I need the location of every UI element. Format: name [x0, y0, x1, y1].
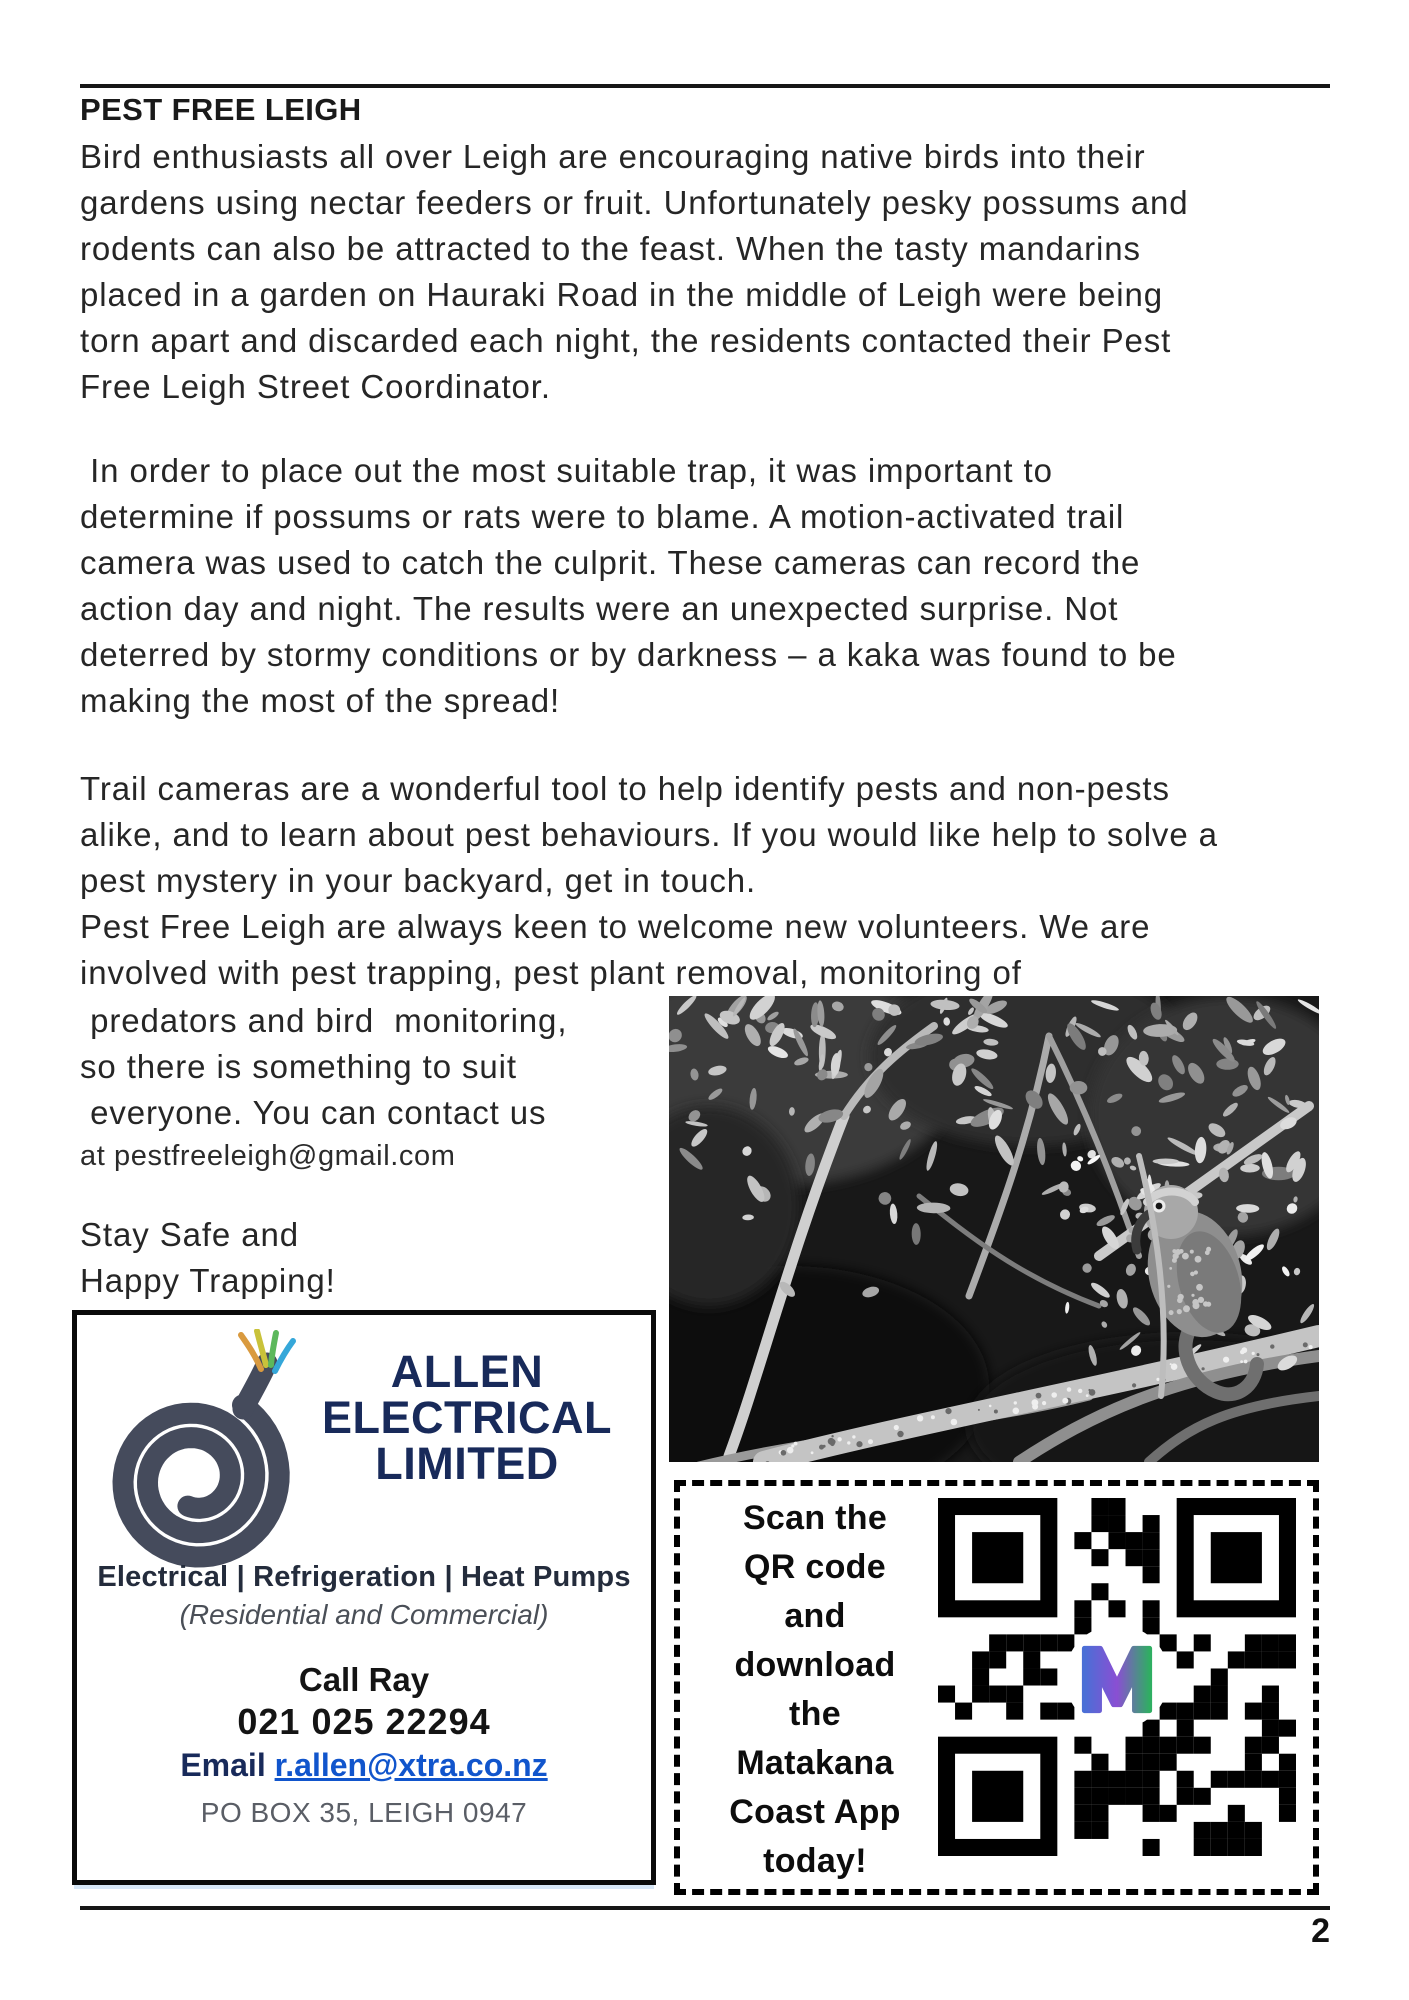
ad-email-row	[77, 1747, 651, 1784]
ad-email-link[interactable]: r.allen@xtra.co.nz	[274, 1747, 548, 1783]
paragraph-3-wrap-column	[80, 998, 567, 1136]
text-line: making the most of the spread!	[80, 682, 561, 719]
matakana-qr-code	[938, 1498, 1296, 1856]
text-line: rodents can also be attracted to the feast. When the tasty mandarins	[80, 230, 1141, 267]
top-rule	[80, 84, 1330, 88]
ad-services-note: (Residential and Commercial)	[179, 1599, 549, 1630]
text-line: Bird enthusiasts all over Leigh are encouraging native birds into their	[80, 138, 1146, 175]
text-line: pest mystery in your backyard, get in touch.	[80, 862, 757, 899]
ad-po-box: PO BOX 35, LEIGH 0947	[200, 1797, 528, 1828]
page-title: PEST FREE LEIGH	[80, 92, 362, 127]
paragraph-3	[80, 766, 1218, 996]
text-line: download	[734, 1646, 896, 1684]
text-line: ELECTRICAL	[322, 1392, 612, 1443]
paragraph-2	[80, 448, 1177, 724]
matakana-app-panel	[674, 1480, 1319, 1895]
ad-email-label: Email	[180, 1747, 266, 1783]
text-line: everyone. You can contact us	[80, 1094, 547, 1131]
text-line: deterred by stormy conditions or by darkness – a kaka was found to be	[80, 636, 1177, 673]
text-line: Stay Safe and	[80, 1216, 300, 1253]
signoff	[80, 1212, 336, 1304]
text-line: gardens using nectar feeders or fruit. Unfortunately pesky possums and	[80, 184, 1189, 221]
text-line: and	[784, 1597, 846, 1635]
text-line: camera was used to catch the culprit. These cameras can record the	[80, 544, 1141, 581]
paragraph-1	[80, 134, 1189, 410]
text-line: QR code	[744, 1548, 886, 1586]
ad-services-line: Electrical | Refrigeration | Heat Pumps	[97, 1561, 631, 1593]
text-line: determine if possums or rats were to blame. A motion-activated trail	[80, 498, 1125, 535]
allen-electrical-ad	[72, 1310, 656, 1885]
qr-instruction-text	[690, 1494, 940, 1886]
ad-call-line: Call Ray	[298, 1661, 430, 1698]
text-line: placed in a garden on Hauraki Road in the middle of Leigh were being	[80, 276, 1164, 313]
text-line: LIMITED	[375, 1438, 559, 1489]
text-line: today!	[763, 1842, 867, 1880]
text-line: Scan the	[742, 1499, 888, 1537]
text-line: ALLEN	[390, 1346, 544, 1397]
ad-company-name	[287, 1346, 647, 1489]
text-line: Free Leigh Street Coordinator.	[80, 368, 551, 405]
text-line: Happy Trapping!	[80, 1262, 336, 1299]
contact-email-line: at pestfreeleigh@gmail.com	[80, 1140, 456, 1172]
page-number: 2	[1311, 1912, 1330, 1950]
text-line: alike, and to learn about pest behaviours. If you would like help to solve a	[80, 816, 1218, 853]
text-line: predators and bird monitoring,	[80, 1002, 568, 1039]
text-line: action day and night. The results were an unexpected surprise. Not	[80, 590, 1119, 627]
text-line: Coast App	[729, 1793, 901, 1831]
trail-camera-kaka-photo	[669, 996, 1319, 1462]
text-line: so there is something to suit	[80, 1048, 517, 1085]
bottom-rule	[80, 1906, 1330, 1910]
text-line: the	[789, 1695, 841, 1733]
text-line: In order to place out the most suitable trap, it was important to	[80, 452, 1053, 489]
text-line: Trail cameras are a wonderful tool to help identify pests and non-pests	[80, 770, 1170, 807]
text-line: torn apart and discarded each night, the residents contacted their Pest	[80, 322, 1172, 359]
text-line: Pest Free Leigh are always keen to welcome new volunteers. We are	[80, 908, 1151, 945]
text-line: involved with pest trapping, pest plant removal, monitoring of	[80, 954, 1022, 991]
text-line: Matakana	[736, 1744, 894, 1782]
ad-phone-number: 021 025 22294	[237, 1701, 491, 1742]
